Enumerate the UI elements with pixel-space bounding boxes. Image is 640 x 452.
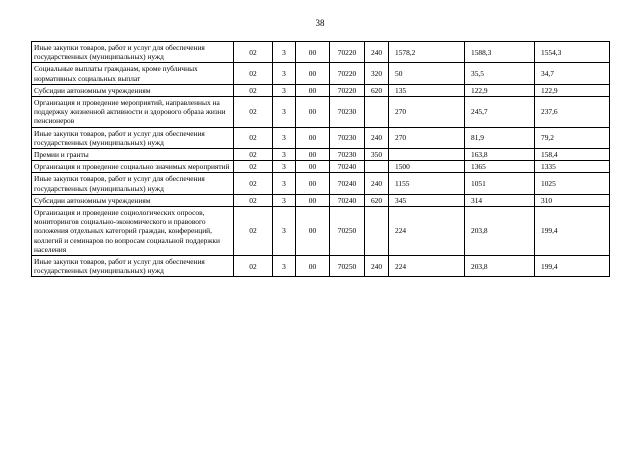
section-code: 02 xyxy=(234,97,273,128)
row-name: Иные закупки товаров, работ и услуг для обеспечения государственных (муниципальных) нужд xyxy=(32,127,234,148)
table-row xyxy=(32,63,610,84)
event-code: 00 xyxy=(296,173,330,194)
direction-code: 70250 xyxy=(330,256,365,277)
amount-plan: 1578,2 xyxy=(389,42,465,63)
row-name: Премии и гранты xyxy=(32,149,234,161)
table-row xyxy=(32,97,610,128)
amount-revised: 163,8 xyxy=(465,149,535,161)
amount-revised: 1365 xyxy=(465,161,535,173)
amount-actual: 199,4 xyxy=(535,256,610,277)
amount-plan: 1155 xyxy=(389,173,465,194)
amount-revised: 35,5 xyxy=(465,63,535,84)
amount-plan: 270 xyxy=(389,127,465,148)
event-code: 00 xyxy=(296,161,330,173)
row-name: Субсидии автономным учреждениям xyxy=(32,194,234,206)
expense-type-code: 240 xyxy=(365,256,389,277)
expense-type-code: 620 xyxy=(365,194,389,206)
subprogram-code: 3 xyxy=(273,256,296,277)
section-code: 02 xyxy=(234,194,273,206)
page-number: 38 xyxy=(315,18,325,28)
amount-plan: 345 xyxy=(389,194,465,206)
amount-plan: 224 xyxy=(389,256,465,277)
budget-table xyxy=(31,41,610,277)
amount-plan xyxy=(389,149,465,161)
expense-type-code: 240 xyxy=(365,42,389,63)
direction-code: 70220 xyxy=(330,42,365,63)
amount-revised: 122,9 xyxy=(465,84,535,96)
subprogram-code: 3 xyxy=(273,42,296,63)
amount-revised: 81,9 xyxy=(465,127,535,148)
expense-type-code: 320 xyxy=(365,63,389,84)
section-code: 02 xyxy=(234,207,273,256)
row-name: Иные закупки товаров, работ и услуг для обеспечения государственных (муниципальных) нужд xyxy=(32,173,234,194)
row-name: Организация и проведение мероприятий, направленных на поддержку жизненной активности и здорового образа жизни пенсионеров xyxy=(32,97,234,128)
amount-revised: 203,8 xyxy=(465,256,535,277)
event-code: 00 xyxy=(296,149,330,161)
expense-type-code xyxy=(365,161,389,173)
table-row xyxy=(32,149,610,161)
row-name: Иные закупки товаров, работ и услуг для обеспечения государственных (муниципальных) нужд xyxy=(32,42,234,63)
amount-actual: 310 xyxy=(535,194,610,206)
table-row xyxy=(32,173,610,194)
expense-type-code: 620 xyxy=(365,84,389,96)
table-row xyxy=(32,84,610,96)
direction-code: 70230 xyxy=(330,149,365,161)
subprogram-code: 3 xyxy=(273,207,296,256)
amount-actual: 1554,3 xyxy=(535,42,610,63)
direction-code: 70230 xyxy=(330,127,365,148)
amount-revised: 1588,3 xyxy=(465,42,535,63)
subprogram-code: 3 xyxy=(273,161,296,173)
subprogram-code: 3 xyxy=(273,63,296,84)
amount-plan: 135 xyxy=(389,84,465,96)
amount-plan: 1500 xyxy=(389,161,465,173)
section-code: 02 xyxy=(234,161,273,173)
row-name: Субсидии автономным учреждениям xyxy=(32,84,234,96)
event-code: 00 xyxy=(296,63,330,84)
section-code: 02 xyxy=(234,173,273,194)
table-row xyxy=(32,207,610,256)
amount-revised: 245,7 xyxy=(465,97,535,128)
amount-actual: 1335 xyxy=(535,161,610,173)
table-row xyxy=(32,161,610,173)
row-name: Социальные выплаты гражданам, кроме публичных нормативных социальных выплат xyxy=(32,63,234,84)
row-name: Организация и проведение социологических опросов, мониторингов социально-экономического и правового положения отдельных категорий граждан, конференций, коллегий и семинаров по вопросам социальной поддержки населения xyxy=(32,207,234,256)
expense-type-code: 240 xyxy=(365,173,389,194)
expense-type-code: 240 xyxy=(365,127,389,148)
amount-actual: 237,6 xyxy=(535,97,610,128)
amount-actual: 34,7 xyxy=(535,63,610,84)
subprogram-code: 3 xyxy=(273,194,296,206)
section-code: 02 xyxy=(234,42,273,63)
amount-plan: 270 xyxy=(389,97,465,128)
expense-type-code: 350 xyxy=(365,149,389,161)
amount-actual: 1025 xyxy=(535,173,610,194)
subprogram-code: 3 xyxy=(273,84,296,96)
direction-code: 70240 xyxy=(330,173,365,194)
amount-actual: 122,9 xyxy=(535,84,610,96)
amount-plan: 224 xyxy=(389,207,465,256)
table-row xyxy=(32,194,610,206)
row-name: Организация и проведение социально значимых мероприятий xyxy=(32,161,234,173)
section-code: 02 xyxy=(234,149,273,161)
event-code: 00 xyxy=(296,84,330,96)
row-name: Иные закупки товаров, работ и услуг для обеспечения государственных (муниципальных) нужд xyxy=(32,256,234,277)
table-row xyxy=(32,42,610,63)
table-row xyxy=(32,127,610,148)
subprogram-code: 3 xyxy=(273,149,296,161)
direction-code: 70220 xyxy=(330,63,365,84)
subprogram-code: 3 xyxy=(273,127,296,148)
direction-code: 70250 xyxy=(330,207,365,256)
amount-actual: 158,4 xyxy=(535,149,610,161)
budget-table-body xyxy=(32,42,610,277)
subprogram-code: 3 xyxy=(273,173,296,194)
amount-revised: 1051 xyxy=(465,173,535,194)
event-code: 00 xyxy=(296,207,330,256)
event-code: 00 xyxy=(296,97,330,128)
expense-type-code xyxy=(365,207,389,256)
section-code: 02 xyxy=(234,256,273,277)
event-code: 00 xyxy=(296,127,330,148)
direction-code: 70240 xyxy=(330,161,365,173)
expense-type-code xyxy=(365,97,389,128)
section-code: 02 xyxy=(234,63,273,84)
event-code: 00 xyxy=(296,194,330,206)
amount-actual: 79,2 xyxy=(535,127,610,148)
direction-code: 70220 xyxy=(330,84,365,96)
direction-code: 70230 xyxy=(330,97,365,128)
section-code: 02 xyxy=(234,84,273,96)
event-code: 00 xyxy=(296,256,330,277)
table-row xyxy=(32,256,610,277)
amount-plan: 50 xyxy=(389,63,465,84)
amount-actual: 199,4 xyxy=(535,207,610,256)
section-code: 02 xyxy=(234,127,273,148)
subprogram-code: 3 xyxy=(273,97,296,128)
event-code: 00 xyxy=(296,42,330,63)
direction-code: 70240 xyxy=(330,194,365,206)
amount-revised: 203,8 xyxy=(465,207,535,256)
amount-revised: 314 xyxy=(465,194,535,206)
